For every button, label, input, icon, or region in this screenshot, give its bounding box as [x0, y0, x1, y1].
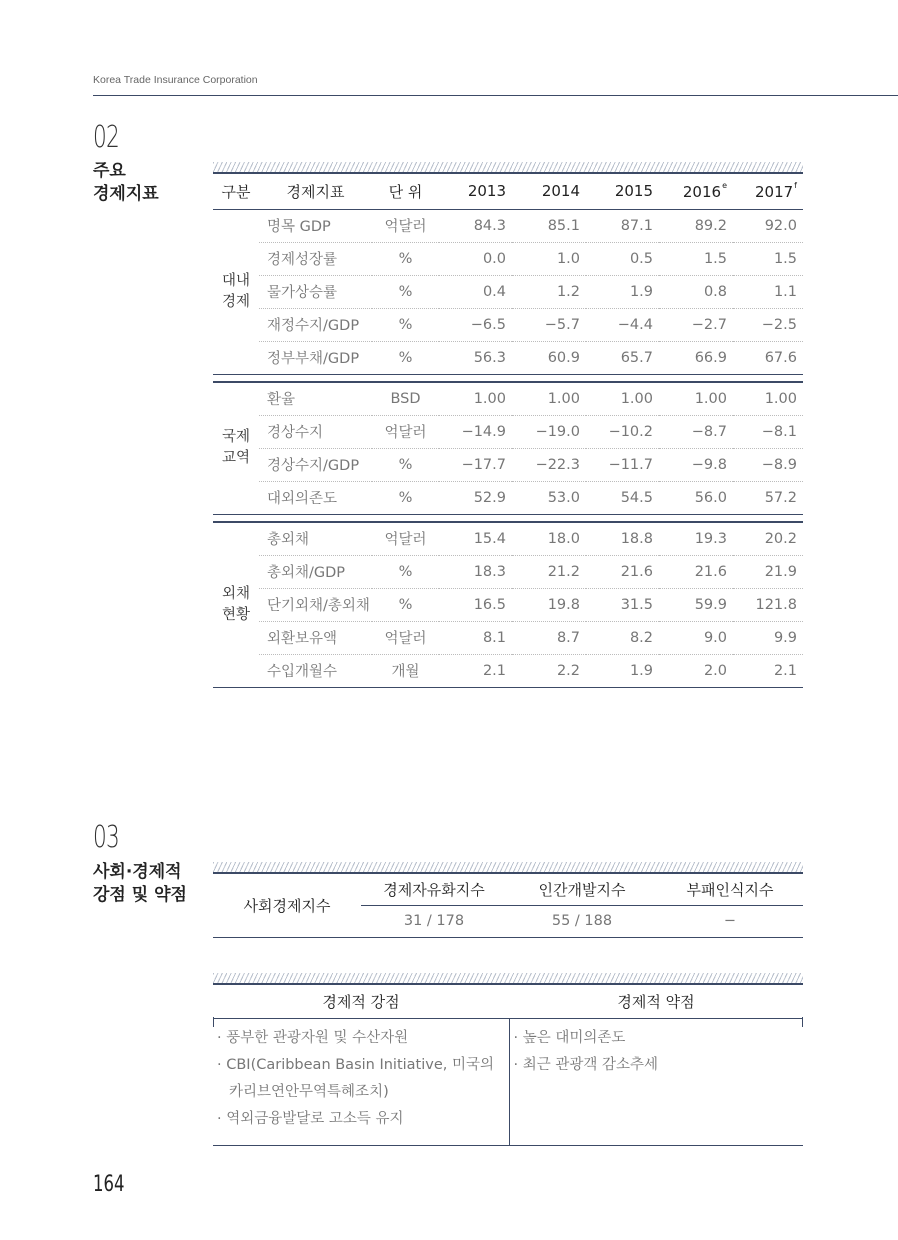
indicator-row — [213, 382, 803, 415]
indicator-row — [213, 308, 803, 341]
indicator-unit: 억달러 — [372, 522, 439, 555]
indicator-unit: % — [372, 341, 439, 374]
indicator-value: 8.1 — [439, 621, 512, 654]
indicator-value: −11.7 — [586, 448, 659, 481]
indicator-name: 환율 — [259, 382, 372, 415]
section-title-line: 주요 — [93, 161, 126, 181]
indicator-value: 0.4 — [439, 275, 512, 308]
indicator-row — [213, 448, 803, 481]
indicator-value: −4.4 — [586, 308, 659, 341]
indicator-name: 경상수지 — [259, 415, 372, 448]
indicator-value: 1.00 — [512, 382, 586, 415]
value-human-development-index: 55 / 188 — [507, 905, 657, 937]
indicator-unit: % — [372, 242, 439, 275]
indicator-value: 56.0 — [659, 481, 733, 514]
table-hatch-bar — [213, 162, 803, 172]
table-hatch-bar — [213, 973, 803, 983]
category-label-line: 현황 — [221, 606, 250, 623]
indicator-unit: % — [372, 275, 439, 308]
section-title-line: 경제지표 — [93, 184, 159, 204]
header-year-2017 — [733, 173, 803, 209]
indicator-name: 총외채 — [259, 522, 372, 555]
indicator-unit: % — [372, 481, 439, 514]
category-cell — [213, 522, 259, 687]
section-number-03: 03 — [93, 820, 120, 855]
category-label-line: 경제 — [221, 293, 250, 310]
strength-item: · CBI(Caribbean Basin Initiative, 미국의 카리브연안무역특혜조치) — [217, 1056, 495, 1100]
indicator-name: 경상수지/GDP — [259, 448, 372, 481]
category-label-line: 교역 — [221, 450, 250, 467]
col-corruption-perception-index: 부패인식지수 — [657, 873, 803, 905]
indicator-value: 2.1 — [733, 654, 803, 687]
indicator-row — [213, 555, 803, 588]
group-separator — [213, 514, 803, 522]
header-year-2015: 2015 — [586, 173, 659, 209]
indicator-row — [213, 275, 803, 308]
indicator-unit: 개월 — [372, 654, 439, 687]
estimate-mark: e — [722, 181, 727, 191]
indicator-row — [213, 522, 803, 555]
weakness-item: · 높은 대미의존도 — [513, 1029, 626, 1046]
indicator-value: 56.3 — [439, 341, 512, 374]
section-title-strengths-weaknesses — [93, 861, 187, 907]
indicator-value: 121.8 — [733, 588, 803, 621]
economic-indicators-table — [213, 172, 803, 688]
indicator-value: 8.7 — [512, 621, 586, 654]
header-indicator: 경제지표 — [259, 173, 372, 209]
socio-economic-index-table — [213, 872, 803, 938]
indicator-value: −10.2 — [586, 415, 659, 448]
indicator-value: 18.0 — [512, 522, 586, 555]
indicator-value: 85.1 — [512, 209, 586, 242]
indicator-row — [213, 209, 803, 242]
indicator-value: 1.9 — [586, 654, 659, 687]
indicator-value: 19.3 — [659, 522, 733, 555]
header-unit: 단 위 — [372, 173, 439, 209]
category-label-line: 국제 — [221, 429, 250, 446]
indicator-value: 0.5 — [586, 242, 659, 275]
indicator-value: 9.9 — [733, 621, 803, 654]
indicator-value: 59.9 — [659, 588, 733, 621]
indicator-row — [213, 588, 803, 621]
table-header-row — [213, 173, 803, 209]
value-corruption-perception-index: − — [657, 905, 803, 937]
indicator-value: −5.7 — [512, 308, 586, 341]
indicator-value: 31.5 — [586, 588, 659, 621]
page-number: 164 — [93, 1172, 125, 1197]
indicator-value: 9.0 — [659, 621, 733, 654]
indicator-value: 54.5 — [586, 481, 659, 514]
indicator-value: −2.7 — [659, 308, 733, 341]
table-corner-tick — [213, 1017, 214, 1027]
category-cell — [213, 382, 259, 514]
indicator-value: 89.2 — [659, 209, 733, 242]
indicator-unit: BSD — [372, 382, 439, 415]
indicator-value: 18.8 — [586, 522, 659, 555]
indicator-name: 대외의존도 — [259, 481, 372, 514]
strengths-list — [213, 1018, 509, 1145]
indicator-value: 52.9 — [439, 481, 512, 514]
header-year-2014: 2014 — [512, 173, 586, 209]
col-human-development-index: 인간개발지수 — [507, 873, 657, 905]
indicator-value: 65.7 — [586, 341, 659, 374]
category-label-line: 대내 — [221, 272, 250, 289]
indicator-unit: % — [372, 588, 439, 621]
indicator-row — [213, 341, 803, 374]
forecast-mark: f — [794, 181, 797, 191]
indicator-value: 1.00 — [586, 382, 659, 415]
indicator-row — [213, 415, 803, 448]
indicator-value: −2.5 — [733, 308, 803, 341]
indicator-value: 66.9 — [659, 341, 733, 374]
separator-cell — [213, 514, 803, 522]
indicator-name: 정부부채/GDP — [259, 341, 372, 374]
indicator-value: 21.6 — [659, 555, 733, 588]
header-year-2013: 2013 — [439, 173, 512, 209]
indicator-value: −8.9 — [733, 448, 803, 481]
sw-header-row — [213, 984, 803, 1018]
indicator-value: 2.1 — [439, 654, 512, 687]
indicator-value: 20.2 — [733, 522, 803, 555]
indicator-unit: 억달러 — [372, 209, 439, 242]
indicator-value: −6.5 — [439, 308, 512, 341]
indicator-value: −8.1 — [733, 415, 803, 448]
indicator-value: −14.9 — [439, 415, 512, 448]
indicator-value: 21.9 — [733, 555, 803, 588]
indicator-value: −22.3 — [512, 448, 586, 481]
indicator-value: 15.4 — [439, 522, 512, 555]
indicator-value: 92.0 — [733, 209, 803, 242]
indicator-value: 87.1 — [586, 209, 659, 242]
category-cell — [213, 209, 259, 374]
table-hatch-bar — [213, 862, 803, 872]
indicator-value: 0.8 — [659, 275, 733, 308]
indicator-value: −19.0 — [512, 415, 586, 448]
sw-content-row — [213, 1018, 803, 1145]
indicator-row — [213, 242, 803, 275]
indicator-value: 67.6 — [733, 341, 803, 374]
year-label: 2016 — [682, 183, 722, 202]
indicator-unit: % — [372, 448, 439, 481]
indicator-value: 2.0 — [659, 654, 733, 687]
indicator-value: 21.6 — [586, 555, 659, 588]
indicator-value: 1.9 — [586, 275, 659, 308]
indicator-value: −9.8 — [659, 448, 733, 481]
indicator-value: 21.2 — [512, 555, 586, 588]
indicator-value: 0.0 — [439, 242, 512, 275]
indicator-name: 물가상승률 — [259, 275, 372, 308]
indicator-value: −17.7 — [439, 448, 512, 481]
indicator-value: 1.1 — [733, 275, 803, 308]
weaknesses-list — [509, 1018, 803, 1145]
indicator-value: 1.0 — [512, 242, 586, 275]
indicator-name: 경제성장률 — [259, 242, 372, 275]
indicator-unit: % — [372, 308, 439, 341]
indicator-row — [213, 654, 803, 687]
header-year-2016 — [659, 173, 733, 209]
section-title-line: 강점 및 약점 — [93, 885, 187, 905]
year-label: 2017 — [754, 183, 794, 202]
indicator-value: 1.00 — [659, 382, 733, 415]
section-title-line: 사회·경제적 — [93, 862, 182, 882]
socio-row-header: 사회경제지수 — [213, 873, 361, 937]
table-corner-tick — [802, 1017, 803, 1027]
indicator-name: 재정수지/GDP — [259, 308, 372, 341]
indicator-name: 외환보유액 — [259, 621, 372, 654]
indicator-unit: 억달러 — [372, 621, 439, 654]
strengths-weaknesses-table — [213, 983, 803, 1146]
section-title-economic-indicators — [93, 160, 159, 206]
value-economic-freedom-index: 31 / 178 — [361, 905, 507, 937]
indicator-value: 1.5 — [659, 242, 733, 275]
header-divider — [93, 95, 898, 96]
indicator-value: 2.2 — [512, 654, 586, 687]
indicator-row — [213, 481, 803, 514]
indicator-value: −8.7 — [659, 415, 733, 448]
strength-item: · 역외금융발달로 고소득 유지 — [217, 1110, 404, 1127]
indicator-value: 53.0 — [512, 481, 586, 514]
weakness-item: · 최근 관광객 감소추세 — [513, 1056, 658, 1073]
weaknesses-header: 경제적 약점 — [509, 984, 803, 1018]
indicators-body — [213, 209, 803, 687]
socio-header-row — [213, 873, 803, 905]
strengths-header: 경제적 강점 — [213, 984, 509, 1018]
indicator-value: 1.5 — [733, 242, 803, 275]
separator-cell — [213, 374, 803, 382]
indicator-value: 60.9 — [512, 341, 586, 374]
indicator-value: 1.00 — [439, 382, 512, 415]
category-label-line: 외채 — [221, 585, 250, 602]
indicator-value: 1.2 — [512, 275, 586, 308]
group-separator — [213, 374, 803, 382]
section-number-02: 02 — [93, 120, 120, 155]
running-header: Korea Trade Insurance Corporation — [93, 74, 258, 86]
strength-item: · 풍부한 관광자원 및 수산자원 — [217, 1029, 409, 1046]
indicator-row — [213, 621, 803, 654]
indicator-unit: 억달러 — [372, 415, 439, 448]
col-economic-freedom-index: 경제자유화지수 — [361, 873, 507, 905]
indicator-name: 총외채/GDP — [259, 555, 372, 588]
indicator-value: 18.3 — [439, 555, 512, 588]
indicator-unit: % — [372, 555, 439, 588]
indicator-value: 84.3 — [439, 209, 512, 242]
header-category: 구분 — [213, 173, 259, 209]
indicator-value: 8.2 — [586, 621, 659, 654]
indicator-name: 단기외채/총외채 — [259, 588, 372, 621]
indicator-value: 57.2 — [733, 481, 803, 514]
indicator-name: 수입개월수 — [259, 654, 372, 687]
indicator-name: 명목 GDP — [259, 209, 372, 242]
indicator-value: 1.00 — [733, 382, 803, 415]
indicator-value: 16.5 — [439, 588, 512, 621]
indicator-value: 19.8 — [512, 588, 586, 621]
